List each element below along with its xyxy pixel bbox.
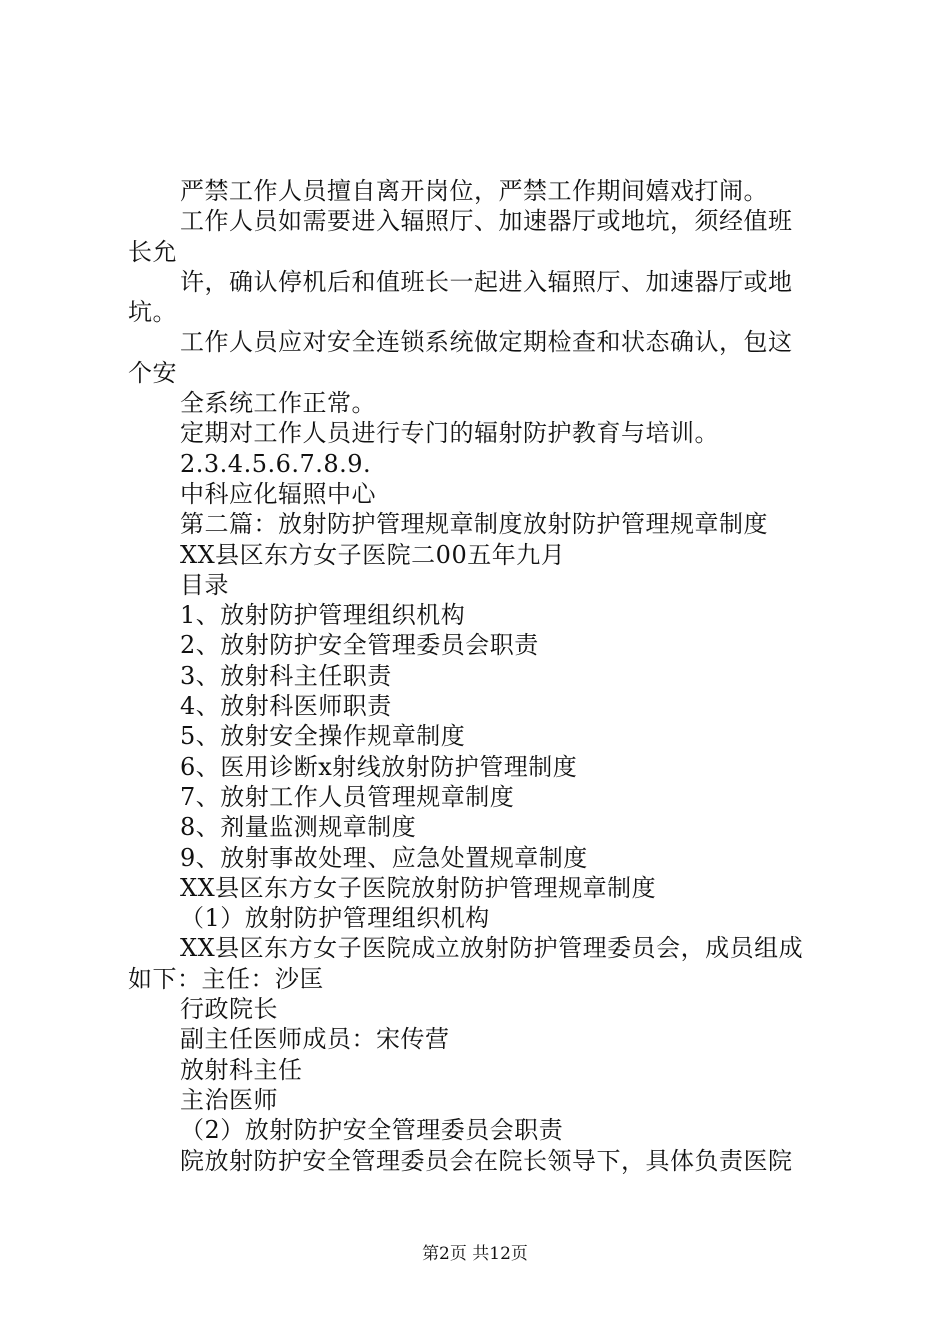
text-line: 院放射防护安全管理委员会在院长领导下，具体负责医院 <box>180 1146 793 1175</box>
text-line: 8、剂量监测规章制度 <box>180 813 417 842</box>
text-line: 3、放射科主任职责 <box>180 661 392 690</box>
text-line: 4、放射科医师职责 <box>180 692 392 721</box>
text-line: （1）放射防护管理组织机构 <box>180 904 490 933</box>
text-line: XX县区东方女子医院二00五年九月 <box>180 540 566 569</box>
text-line: 5、放射安全操作规章制度 <box>180 722 466 751</box>
text-line: 如下：主任：沙匡 <box>128 964 324 993</box>
text-line: 工作人员如需要进入辐照厅、加速器厅或地坑，须经值班 <box>180 207 793 236</box>
text-line: （2）放射防护安全管理委员会职责 <box>180 1116 564 1145</box>
text-line: XX县区东方女子医院放射防护管理规章制度 <box>180 873 657 902</box>
text-line: 定期对工作人员进行专门的辐射防护教育与培训。 <box>180 419 719 448</box>
text-line: 全系统工作正常。 <box>180 389 376 418</box>
text-line: 主治医师 <box>180 1085 278 1114</box>
text-line: XX县区东方女子医院成立放射防护管理委员会，成员组成 <box>180 934 804 963</box>
text-line: 严禁工作人员擅自离开岗位，严禁工作期间嬉戏打闹。 <box>180 177 768 205</box>
text-line: 2、放射防护安全管理委员会职责 <box>180 631 539 660</box>
text-line: 放射科主任 <box>180 1055 303 1084</box>
text-line: 6、医用诊断x射线放射防护管理制度 <box>180 752 578 781</box>
text-line: 第二篇：放射防护管理规章制度放射防护管理规章制度 <box>180 510 768 539</box>
text-line: 坑。 <box>128 298 177 327</box>
document-body <box>128 176 834 1176</box>
text-line: 工作人员应对安全连锁系统做定期检查和状态确认，包这 <box>180 328 793 357</box>
text-line: 目录 <box>180 570 229 599</box>
text-line: 中科应化辐照中心 <box>180 479 376 508</box>
page-number: 第2页 共12页 <box>422 1244 528 1264</box>
text-line: 长允 <box>128 237 177 266</box>
text-line: 许，确认停机后和值班长一起进入辐照厅、加速器厅或地 <box>180 267 793 296</box>
text-line: 9、放射事故处理、应急处置规章制度 <box>180 843 588 872</box>
text-line: 行政院长 <box>180 995 278 1024</box>
text-line: 2.3.4.5.6.7.8.9. <box>180 449 372 478</box>
text-line: 1、放射防护管理组织机构 <box>180 601 466 630</box>
text-line: 个安 <box>128 358 177 387</box>
text-line: 7、放射工作人员管理规章制度 <box>180 782 515 811</box>
text-line: 副主任医师成员：宋传营 <box>180 1025 450 1054</box>
